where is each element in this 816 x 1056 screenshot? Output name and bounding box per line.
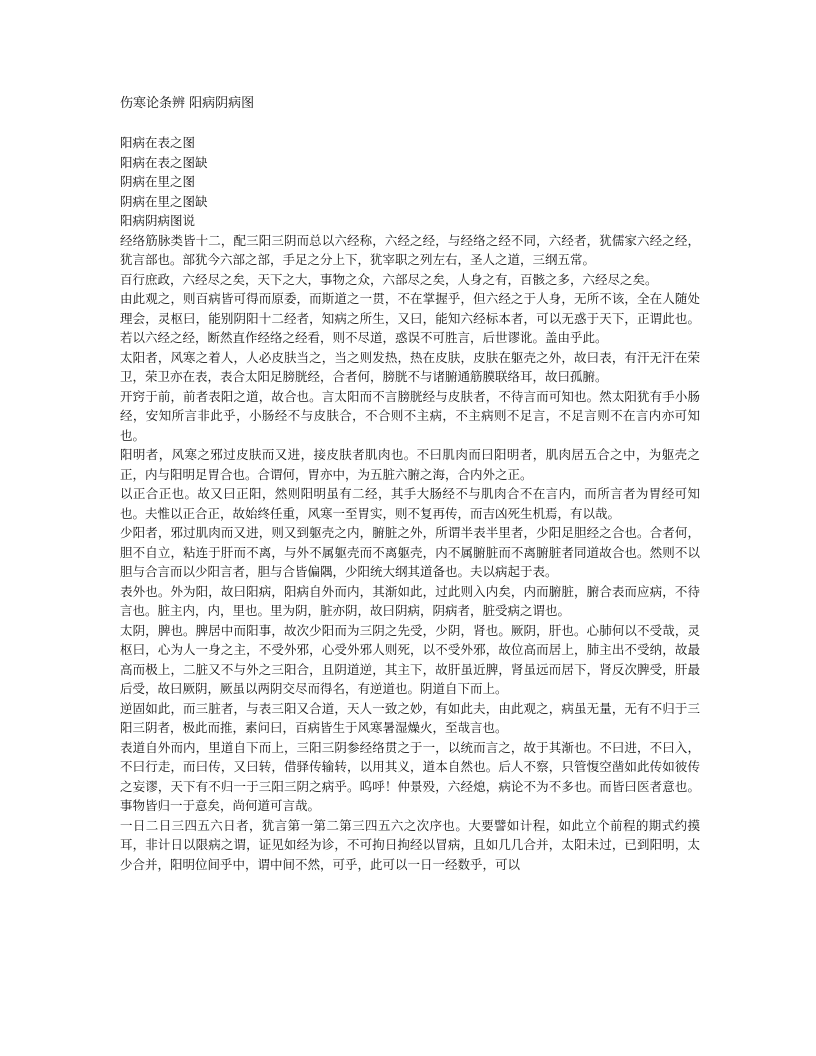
figure-list-item: 阴病在里之图缺: [120, 193, 208, 209]
figure-list-item: 阳病在表之图: [120, 135, 196, 150]
paragraph: 表道自外而内，里道自下而上，三阳三阴参经络贯之于一，以统而言之，故于其渐也。不曰进，不曰入，不曰行走，而曰传，又曰转，借驿传输转，以用其义，道本自然也。后人不察，只管愎空凿如此传如彼传之妄谬，天下有不归一于三阳三阴之病乎。呜呼！仲景殁，六经熄，病论不为不多也。而皆曰医者意也。事物皆归一于意矣，尚何道可言哉。: [120, 739, 700, 813]
paragraph: 阳明者，风寒之邪过皮肤而又进，接皮肤者肌肉也。不曰肌肉而曰阳明者，肌肉居五合之中，为躯壳之正，内与阳明足胃合也。合谓何，胃亦中，为五脏六腑之海，合内外之正。: [120, 447, 700, 482]
page-title: 伤寒论条辨 阳病阴病图: [120, 96, 255, 111]
paragraph: 逆固如此，而三脏者，与表三阳又合道，天人一致之妙，有如此夫，由此观之，病虽无量，无有不归于三阳三阴者，极此而推，素问曰，百病皆生于风寒暑湿燥火，至哉言也。: [120, 700, 700, 735]
paragraph: 表外也。外为阳，故曰阳病，阳病自外而内，其渐如此，过此则入内矣，内而腑脏，腑合表而应病，不待言也。脏主内，内，里也。里为阴，脏亦阴，故曰阴病，阴病者，脏受病之谓也。: [120, 583, 700, 618]
figure-list-item: 阳病在表之图缺: [120, 154, 208, 170]
figure-list-item: 阴病在里之图: [120, 174, 196, 189]
paragraph: 经络筋脉类皆十二，配三阳三阴而总以六经称，六经之经，与经络之经不同，六经者，犹儒家六经之经，犹言部也。部犹今六部之部，手足之分上下，犹宰职之列左右，圣人之道，三纲五常。: [120, 232, 700, 267]
figure-list: [120, 133, 700, 231]
figure-list-item: 阳病阴病图说: [120, 213, 196, 228]
paragraph: 太阴，脾也。脾居中而阳事，故次少阳而为三阴之先受，少阴，肾也。厥阴，肝也。心肺何以不受哉，灵枢曰，心为人一身之主，不受外邪，心受外邪人则死，以不受外邪，故位高而居上，肺主出不受纳，故最高而极上，二脏又不与外之三阳合，且阴道逆，其主下，故肝虽近脾，肾虽远而居下，肾反次脾受，肝最后受，故曰厥阴，厥虽以两阴交尽而得名，有逆道也。阴道自下而上。: [120, 622, 700, 696]
paragraph: 以正合正也。故又曰正阳，然则阳明虽有二经，其手大肠经不与肌肉合不在言内，而所言者为胃经可知也。夫惟以正合正，故始终任重，风寒一至胃实，则不复再传，而吉凶死生机焉，有以哉。: [120, 486, 700, 521]
paragraph: 少阳者，邪过肌肉而又进，则又到躯壳之内，腑脏之外，所谓半表半里者，少阳足胆经之合也。合者何，胆不自立，粘连于肝而不离，与外不属躯壳而不离躯壳，内不属腑脏而不离腑脏者同道故合也。然则不以胆与合言而以少阳言者，胆与合皆偏隅，少阳统大纲其道备也。夫以病起于表。: [120, 525, 700, 579]
document-page: [120, 95, 700, 874]
paragraph: 百行庶政，六经尽之矣，天下之大，事物之众，六部尽之矣，人身之有，百骸之多，六经尽之矣。: [120, 271, 658, 287]
paragraph: 一日二日三四五六日者，犹言第一第二第三四五六之次序也。大要譬如计程，如此立个前程的期式约摸耳，非计日以限病之谓，证见如经为诊，不可拘日拘经以冒病，且如几几合并，太阳未过，已到阳明，太少合并，阳明位间乎中，谓中间不然，可乎，此可以一日一经数乎，可以: [120, 817, 700, 872]
paragraph: 太阳者，风寒之着人，人必皮肤当之，当之则发热，热在皮肤，皮肤在躯壳之外，故曰表，有汗无汗在荣卫，荣卫亦在表，表合太阳足膀胱经，合者何，膀胱不与诸腑通筋膜联络耳，故曰孤腑。: [120, 349, 700, 384]
paragraph: 开窍于前，前者表阳之道，故合也。言太阳而不言膀胱经与皮肤者，不待言而可知也。然太阳犹有手小肠经，安知所言非此乎，小肠经不与皮肤合，不合则不主病，不主病则不足言，不足言则不在言内亦可知也。: [120, 388, 700, 443]
body-text: [120, 231, 700, 875]
paragraph: 由此观之，则百病皆可得而原委，而斯道之一贯，不在掌握乎，但六经之于人身，无所不该，全在人随处理会，灵枢曰，能别阴阳十二经者，知病之所生，又曰，能知六经标本者，可以无惑于天下，正谓此也。若以六经之经，断然直作经络之经看，则不尽道，惑误不可胜言，后世谬讹。盖由乎此。: [120, 291, 700, 345]
